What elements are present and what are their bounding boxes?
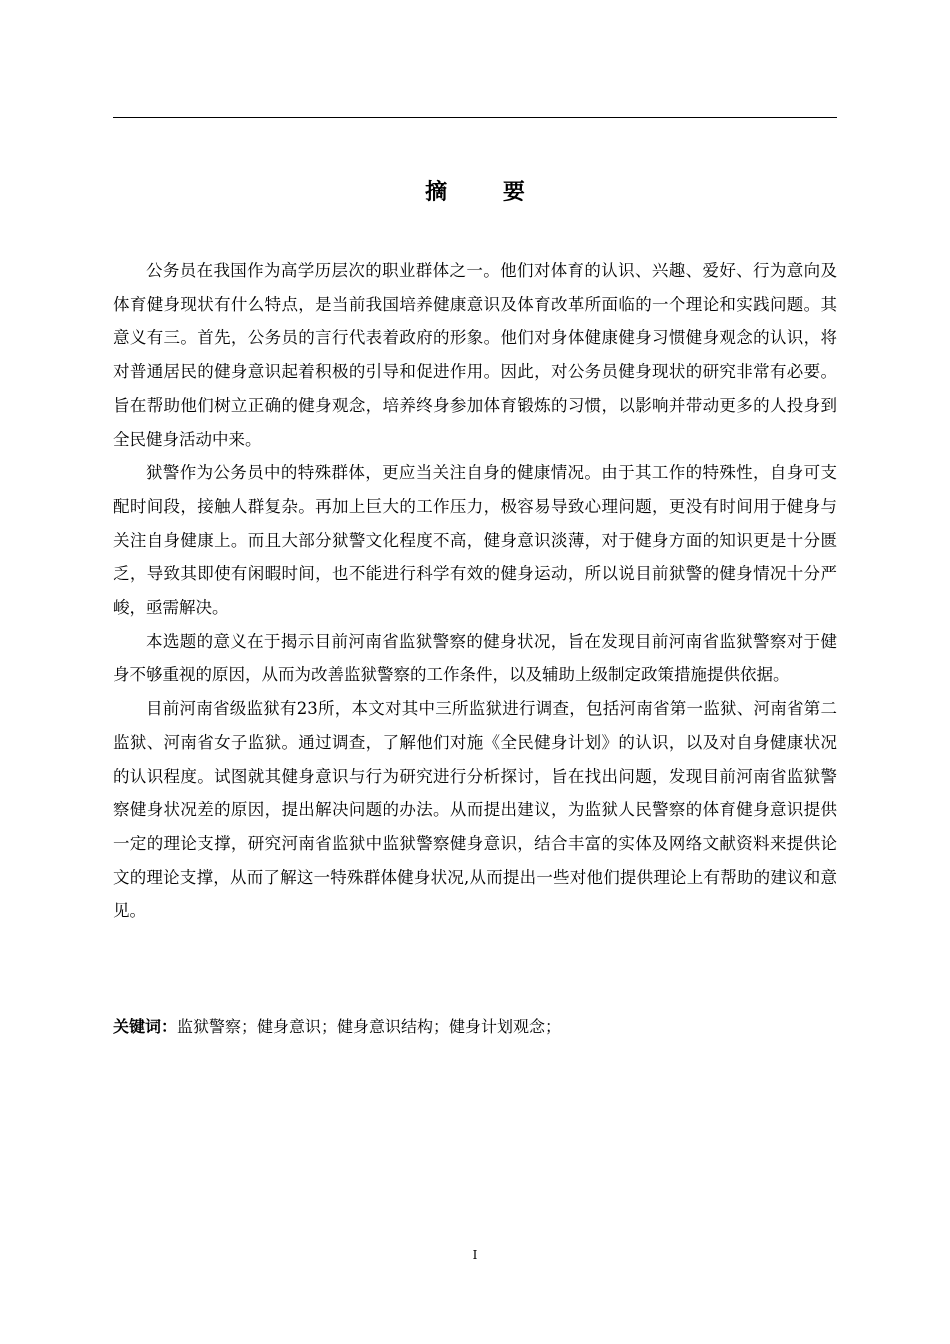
page-number: I bbox=[472, 1248, 478, 1262]
keywords-text: 监狱警察；健身意识；健身意识结构；健身计划观念； bbox=[177, 1017, 562, 1036]
abstract-body bbox=[113, 254, 837, 928]
page-title: 摘 要 bbox=[425, 179, 549, 205]
keywords-label: 关键词： bbox=[113, 1017, 178, 1036]
abstract-paragraph-1: 公务员在我国作为高学历层次的职业群体之一。他们对体育的认识、兴趣、爱好、行为意向及体育健身现状有什么特点，是当前我国培养健康意识及体育改革所面临的一个理论和实践问题。其意义有三。首先，公务员的言行代表着政府的形象。他们对身体健康健身习惯健身观念的认识，将对普通居民的健身意识起着积极的引导和促进作用。因此，对公务员健身现状的研究非常有必要。旨在帮助他们树立正确的健身观念，培养终身参加体育锻炼的习惯，以影响并带动更多的人投身到全民健身活动中来。 bbox=[113, 261, 837, 449]
header-rule bbox=[113, 117, 837, 118]
abstract-paragraph-2: 狱警作为公务员中的特殊群体，更应当关注自身的健康情况。由于其工作的特殊性，自身可支配时间段，接触人群复杂。再加上巨大的工作压力，极容易导致心理问题，更没有时间用于健身与关注自身健康上。而且大部分狱警文化程度不高，健身意识淡薄，对于健身方面的知识更是十分匮乏，导致其即使有闲暇时间，也不能进行科学有效的健身运动，所以说目前狱警的健身情况十分严峻，亟需解决。 bbox=[113, 463, 837, 618]
abstract-paragraph-4: 目前河南省级监狱有23所，本文对其中三所监狱进行调查，包括河南省第一监狱、河南省第二监狱、河南省女子监狱。通过调查，了解他们对施《全民健身计划》的认识，以及对自身健康状况的认识程度。试图就其健身意识与行为研究进行分析探讨，旨在找出问题，发现目前河南省监狱警察健身状况差的原因，提出解决问题的办法。从而提出建议，为监狱人民警察的体育健身意识提供一定的理论支撑，研究河南省监狱中监狱警察健身意识，结合丰富的实体及网络文献资料来提供论文的理论支撑，从而了解这一特殊群体健身状况,从而提出一些对他们提供理论上有帮助的建议和意见。 bbox=[113, 699, 837, 921]
abstract-paragraph-3: 本选题的意义在于揭示目前河南省监狱警察的健身状况，旨在发现目前河南省监狱警察对于健身不够重视的原因，从而为改善监狱警察的工作条件，以及辅助上级制定政策措施提供依据。 bbox=[113, 631, 837, 685]
keywords-line bbox=[113, 1012, 837, 1042]
